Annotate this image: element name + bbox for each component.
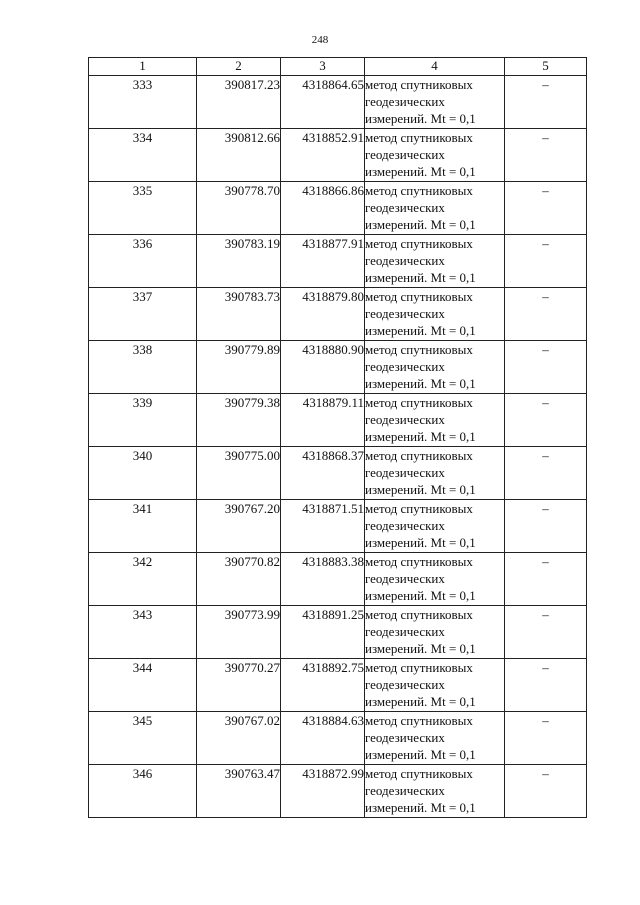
method-cell xyxy=(365,659,505,712)
method-line: метод спутниковых xyxy=(365,395,473,410)
note-cell: – xyxy=(505,76,587,129)
table-header-row xyxy=(89,58,587,76)
method-cell xyxy=(365,447,505,500)
y-coordinate-cell: 4318883.38 xyxy=(281,553,365,606)
point-number-cell: 338 xyxy=(89,341,197,394)
y-coordinate-cell: 4318880.90 xyxy=(281,341,365,394)
page-number: 248 xyxy=(311,34,329,46)
y-coordinate-cell: 4318879.11 xyxy=(281,394,365,447)
method-line: измерений. Mt = 0,1 xyxy=(365,270,476,285)
method-line: метод спутниковых xyxy=(365,448,473,463)
method-line: геодезических xyxy=(365,518,445,533)
x-coordinate-cell: 390763.47 xyxy=(197,765,281,818)
method-cell xyxy=(365,765,505,818)
column-header-1: 1 xyxy=(89,58,197,76)
table-row xyxy=(89,712,587,765)
y-coordinate-cell: 4318879.80 xyxy=(281,288,365,341)
method-line: измерений. Mt = 0,1 xyxy=(365,482,476,497)
point-number-cell: 341 xyxy=(89,500,197,553)
method-line: метод спутниковых xyxy=(365,713,473,728)
method-cell xyxy=(365,500,505,553)
note-cell: – xyxy=(505,235,587,288)
table-row xyxy=(89,129,587,182)
method-line: метод спутниковых xyxy=(365,289,473,304)
method-cell xyxy=(365,553,505,606)
method-line: измерений. Mt = 0,1 xyxy=(365,641,476,656)
column-header-4: 4 xyxy=(365,58,505,76)
note-cell: – xyxy=(505,712,587,765)
note-cell: – xyxy=(505,500,587,553)
method-line: метод спутниковых xyxy=(365,183,473,198)
method-line: измерений. Mt = 0,1 xyxy=(365,376,476,391)
method-cell xyxy=(365,341,505,394)
x-coordinate-cell: 390773.99 xyxy=(197,606,281,659)
point-number-cell: 334 xyxy=(89,129,197,182)
table-row xyxy=(89,606,587,659)
method-line: геодезических xyxy=(365,624,445,639)
method-line: метод спутниковых xyxy=(365,236,473,251)
method-line: метод спутниковых xyxy=(365,77,473,92)
point-number-cell: 337 xyxy=(89,288,197,341)
method-line: метод спутниковых xyxy=(365,501,473,516)
x-coordinate-cell: 390779.89 xyxy=(197,341,281,394)
point-number-cell: 345 xyxy=(89,712,197,765)
method-cell xyxy=(365,76,505,129)
method-line: геодезических xyxy=(365,571,445,586)
y-coordinate-cell: 4318864.65 xyxy=(281,76,365,129)
table-row xyxy=(89,182,587,235)
method-line: измерений. Mt = 0,1 xyxy=(365,164,476,179)
note-cell: – xyxy=(505,606,587,659)
method-line: метод спутниковых xyxy=(365,660,473,675)
method-line: метод спутниковых xyxy=(365,342,473,357)
method-line: измерений. Mt = 0,1 xyxy=(365,429,476,444)
method-line: измерений. Mt = 0,1 xyxy=(365,588,476,603)
method-line: метод спутниковых xyxy=(365,130,473,145)
method-line: измерений. Mt = 0,1 xyxy=(365,694,476,709)
note-cell: – xyxy=(505,553,587,606)
coordinates-table xyxy=(88,57,587,818)
column-header-5: 5 xyxy=(505,58,587,76)
method-line: геодезических xyxy=(365,412,445,427)
table-row xyxy=(89,765,587,818)
table-body xyxy=(89,76,587,818)
note-cell: – xyxy=(505,341,587,394)
point-number-cell: 335 xyxy=(89,182,197,235)
table-row xyxy=(89,394,587,447)
x-coordinate-cell: 390779.38 xyxy=(197,394,281,447)
method-line: геодезических xyxy=(365,783,445,798)
method-line: метод спутниковых xyxy=(365,607,473,622)
y-coordinate-cell: 4318884.63 xyxy=(281,712,365,765)
method-line: геодезических xyxy=(365,465,445,480)
x-coordinate-cell: 390767.20 xyxy=(197,500,281,553)
note-cell: – xyxy=(505,394,587,447)
note-cell: – xyxy=(505,129,587,182)
column-header-3: 3 xyxy=(281,58,365,76)
method-line: геодезических xyxy=(365,94,445,109)
note-cell: – xyxy=(505,288,587,341)
x-coordinate-cell: 390770.82 xyxy=(197,553,281,606)
point-number-cell: 343 xyxy=(89,606,197,659)
point-number-cell: 346 xyxy=(89,765,197,818)
method-line: измерений. Mt = 0,1 xyxy=(365,535,476,550)
table-row xyxy=(89,553,587,606)
x-coordinate-cell: 390778.70 xyxy=(197,182,281,235)
point-number-cell: 344 xyxy=(89,659,197,712)
method-line: геодезических xyxy=(365,677,445,692)
table-row xyxy=(89,500,587,553)
method-line: геодезических xyxy=(365,730,445,745)
method-cell xyxy=(365,394,505,447)
x-coordinate-cell: 390812.66 xyxy=(197,129,281,182)
y-coordinate-cell: 4318868.37 xyxy=(281,447,365,500)
x-coordinate-cell: 390775.00 xyxy=(197,447,281,500)
table-row xyxy=(89,235,587,288)
y-coordinate-cell: 4318852.91 xyxy=(281,129,365,182)
x-coordinate-cell: 390767.02 xyxy=(197,712,281,765)
method-line: измерений. Mt = 0,1 xyxy=(365,323,476,338)
method-cell xyxy=(365,182,505,235)
method-line: измерений. Mt = 0,1 xyxy=(365,111,476,126)
method-cell xyxy=(365,235,505,288)
point-number-cell: 339 xyxy=(89,394,197,447)
point-number-cell: 342 xyxy=(89,553,197,606)
point-number-cell: 340 xyxy=(89,447,197,500)
method-cell xyxy=(365,129,505,182)
y-coordinate-cell: 4318892.75 xyxy=(281,659,365,712)
method-line: измерений. Mt = 0,1 xyxy=(365,800,476,815)
y-coordinate-cell: 4318866.86 xyxy=(281,182,365,235)
table-row xyxy=(89,659,587,712)
note-cell: – xyxy=(505,659,587,712)
method-cell xyxy=(365,288,505,341)
point-number-cell: 336 xyxy=(89,235,197,288)
method-cell xyxy=(365,712,505,765)
x-coordinate-cell: 390770.27 xyxy=(197,659,281,712)
y-coordinate-cell: 4318871.51 xyxy=(281,500,365,553)
table-row xyxy=(89,76,587,129)
y-coordinate-cell: 4318877.91 xyxy=(281,235,365,288)
method-line: геодезических xyxy=(365,200,445,215)
method-line: измерений. Mt = 0,1 xyxy=(365,747,476,762)
method-line: геодезических xyxy=(365,306,445,321)
x-coordinate-cell: 390783.19 xyxy=(197,235,281,288)
x-coordinate-cell: 390817.23 xyxy=(197,76,281,129)
note-cell: – xyxy=(505,447,587,500)
y-coordinate-cell: 4318872.99 xyxy=(281,765,365,818)
table-row xyxy=(89,288,587,341)
table-row xyxy=(89,447,587,500)
note-cell: – xyxy=(505,182,587,235)
table-row xyxy=(89,341,587,394)
method-cell xyxy=(365,606,505,659)
method-line: геодезических xyxy=(365,253,445,268)
method-line: геодезических xyxy=(365,147,445,162)
method-line: метод спутниковых xyxy=(365,766,473,781)
x-coordinate-cell: 390783.73 xyxy=(197,288,281,341)
note-cell: – xyxy=(505,765,587,818)
column-header-2: 2 xyxy=(197,58,281,76)
method-line: измерений. Mt = 0,1 xyxy=(365,217,476,232)
point-number-cell: 333 xyxy=(89,76,197,129)
method-line: метод спутниковых xyxy=(365,554,473,569)
y-coordinate-cell: 4318891.25 xyxy=(281,606,365,659)
method-line: геодезических xyxy=(365,359,445,374)
